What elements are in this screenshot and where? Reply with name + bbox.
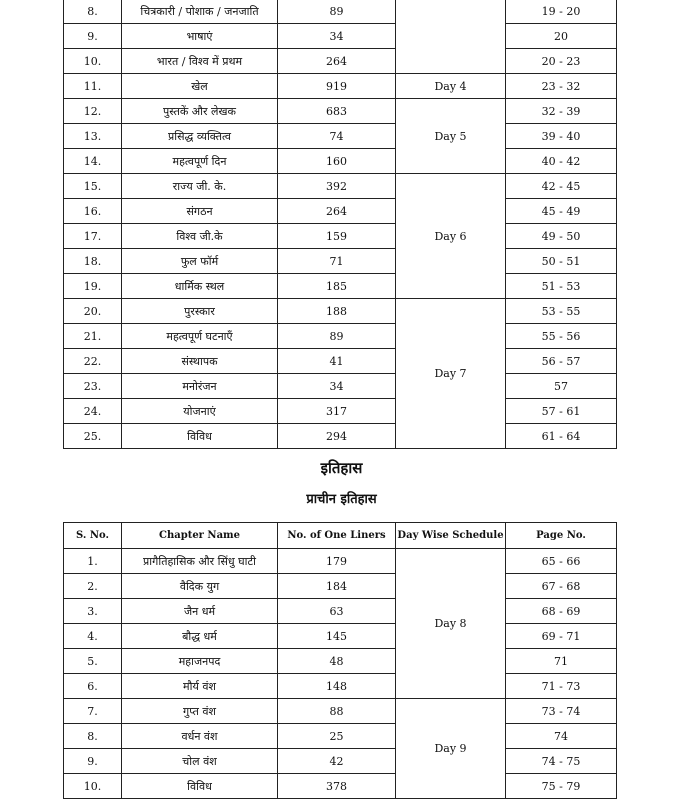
schedule-table-ancient-history (63, 522, 617, 799)
serial-cell: 6. (64, 674, 122, 699)
serial-cell: 15. (64, 174, 122, 199)
table-row (64, 424, 617, 449)
header-one-liners: No. of One Liners (278, 523, 396, 549)
serial-cell: 9. (64, 749, 122, 774)
page-cell: 50 - 51 (506, 249, 617, 274)
one-liners-cell: 378 (278, 774, 396, 799)
serial-cell: 17. (64, 224, 122, 249)
page-cell: 20 - 23 (506, 49, 617, 74)
header-serial: S. No. (64, 523, 122, 549)
one-liners-cell: 89 (278, 324, 396, 349)
chapter-cell: भारत / विश्व में प्रथम (122, 49, 278, 74)
page-cell: 49 - 50 (506, 224, 617, 249)
serial-cell: 14. (64, 149, 122, 174)
page-cell: 61 - 64 (506, 424, 617, 449)
day-cell: Day 8 (396, 549, 506, 699)
one-liners-cell: 89 (278, 0, 396, 24)
page-cell: 40 - 42 (506, 149, 617, 174)
table-row (64, 599, 617, 624)
serial-cell: 4. (64, 624, 122, 649)
section-title: इतिहास (320, 459, 363, 477)
table-row (64, 774, 617, 799)
table-row (64, 374, 617, 399)
one-liners-cell: 88 (278, 699, 396, 724)
chapter-cell: जैन धर्म (122, 599, 278, 624)
serial-cell: 20. (64, 299, 122, 324)
chapter-cell: महत्वपूर्ण दिन (122, 149, 278, 174)
one-liners-cell: 41 (278, 349, 396, 374)
serial-cell: 25. (64, 424, 122, 449)
one-liners-cell: 188 (278, 299, 396, 324)
serial-cell: 12. (64, 99, 122, 124)
table-row (64, 649, 617, 674)
day-cell: Day 6 (396, 174, 506, 299)
one-liners-cell: 160 (278, 149, 396, 174)
chapter-cell: पुरस्कार (122, 299, 278, 324)
table-row (64, 74, 617, 99)
table-header-row (64, 523, 617, 549)
chapter-cell: मनोरंजन (122, 374, 278, 399)
serial-cell: 19. (64, 274, 122, 299)
chapter-cell: महत्वपूर्ण घटनाएँ (122, 324, 278, 349)
table-row (64, 399, 617, 424)
table-row (64, 174, 617, 199)
serial-cell: 21. (64, 324, 122, 349)
chapter-cell: मौर्य वंश (122, 674, 278, 699)
serial-cell: 24. (64, 399, 122, 424)
one-liners-cell: 179 (278, 549, 396, 574)
table-row (64, 249, 617, 274)
chapter-cell: भाषाएं (122, 24, 278, 49)
day-cell: Day 7 (396, 299, 506, 449)
serial-cell: 9. (64, 24, 122, 49)
one-liners-cell: 294 (278, 424, 396, 449)
table-row (64, 324, 617, 349)
chapter-cell: विविध (122, 424, 278, 449)
one-liners-cell: 264 (278, 199, 396, 224)
one-liners-cell: 683 (278, 99, 396, 124)
table-row (64, 199, 617, 224)
chapter-cell: खेल (122, 74, 278, 99)
header-page: Page No. (506, 523, 617, 549)
serial-cell: 18. (64, 249, 122, 274)
chapter-cell: चोल वंश (122, 749, 278, 774)
one-liners-cell: 145 (278, 624, 396, 649)
page-cell: 39 - 40 (506, 124, 617, 149)
table-row (64, 574, 617, 599)
table-row (64, 699, 617, 724)
chapter-cell: योजनाएं (122, 399, 278, 424)
table-row (64, 124, 617, 149)
day-cell: Day 9 (396, 699, 506, 799)
chapter-cell: महाजनपद (122, 649, 278, 674)
one-liners-cell: 919 (278, 74, 396, 99)
one-liners-cell: 264 (278, 49, 396, 74)
one-liners-cell: 317 (278, 399, 396, 424)
serial-cell: 3. (64, 599, 122, 624)
one-liners-cell: 74 (278, 124, 396, 149)
chapter-cell: प्रागैतिहासिक और सिंधु घाटी (122, 549, 278, 574)
table-row (64, 724, 617, 749)
serial-cell: 8. (64, 0, 122, 24)
one-liners-cell: 48 (278, 649, 396, 674)
page-cell: 32 - 39 (506, 99, 617, 124)
page-cell: 45 - 49 (506, 199, 617, 224)
one-liners-cell: 159 (278, 224, 396, 249)
page-cell: 69 - 71 (506, 624, 617, 649)
one-liners-cell: 184 (278, 574, 396, 599)
page-cell: 74 - 75 (506, 749, 617, 774)
chapter-cell: गुप्त वंश (122, 699, 278, 724)
serial-cell: 7. (64, 699, 122, 724)
page-cell: 65 - 66 (506, 549, 617, 574)
page-cell: 51 - 53 (506, 274, 617, 299)
page-cell: 73 - 74 (506, 699, 617, 724)
serial-cell: 11. (64, 74, 122, 99)
schedule-table-general (63, 0, 617, 449)
serial-cell: 10. (64, 774, 122, 799)
table-row (64, 749, 617, 774)
one-liners-cell: 34 (278, 24, 396, 49)
chapter-cell: संगठन (122, 199, 278, 224)
page-cell: 19 - 20 (506, 0, 617, 24)
page-cell: 71 - 73 (506, 674, 617, 699)
day-cell: Day 5 (396, 99, 506, 174)
serial-cell: 1. (64, 549, 122, 574)
page-cell: 42 - 45 (506, 174, 617, 199)
one-liners-cell: 42 (278, 749, 396, 774)
table-row (64, 24, 617, 49)
page-cell: 57 - 61 (506, 399, 617, 424)
chapter-cell: चित्रकारी / पोशाक / जनजाति (122, 0, 278, 24)
chapter-cell: पुस्तकें और लेखक (122, 99, 278, 124)
page-cell: 20 (506, 24, 617, 49)
chapter-cell: विश्व जी.के (122, 224, 278, 249)
header-schedule: Day Wise Schedule (396, 523, 506, 549)
one-liners-cell: 392 (278, 174, 396, 199)
one-liners-cell: 185 (278, 274, 396, 299)
one-liners-cell: 148 (278, 674, 396, 699)
table-row (64, 274, 617, 299)
one-liners-cell: 63 (278, 599, 396, 624)
one-liners-cell: 71 (278, 249, 396, 274)
chapter-cell: वर्धन वंश (122, 724, 278, 749)
table-row (64, 549, 617, 574)
page-cell: 56 - 57 (506, 349, 617, 374)
serial-cell: 2. (64, 574, 122, 599)
page-cell: 67 - 68 (506, 574, 617, 599)
chapter-cell: धार्मिक स्थल (122, 274, 278, 299)
page-cell: 57 (506, 374, 617, 399)
table-row (64, 299, 617, 324)
chapter-cell: राज्य जी. के. (122, 174, 278, 199)
serial-cell: 8. (64, 724, 122, 749)
page-cell: 74 (506, 724, 617, 749)
page-cell: 53 - 55 (506, 299, 617, 324)
serial-cell: 13. (64, 124, 122, 149)
page-cell: 75 - 79 (506, 774, 617, 799)
serial-cell: 16. (64, 199, 122, 224)
serial-cell: 23. (64, 374, 122, 399)
page-cell: 68 - 69 (506, 599, 617, 624)
header-chapter: Chapter Name (122, 523, 278, 549)
chapter-cell: बौद्ध धर्म (122, 624, 278, 649)
table-row (64, 624, 617, 649)
day-cell (396, 0, 506, 74)
chapter-cell: वैदिक युग (122, 574, 278, 599)
table-row (64, 0, 617, 24)
serial-cell: 22. (64, 349, 122, 374)
page-cell: 71 (506, 649, 617, 674)
one-liners-cell: 25 (278, 724, 396, 749)
serial-cell: 10. (64, 49, 122, 74)
serial-cell: 5. (64, 649, 122, 674)
table-row (64, 349, 617, 374)
chapter-cell: फुल फॉर्म (122, 249, 278, 274)
table-row (64, 674, 617, 699)
table-row (64, 99, 617, 124)
day-cell: Day 4 (396, 74, 506, 99)
page-cell: 23 - 32 (506, 74, 617, 99)
chapter-cell: संस्थापक (122, 349, 278, 374)
chapter-cell: प्रसिद्ध व्यक्तित्व (122, 124, 278, 149)
page-cell: 55 - 56 (506, 324, 617, 349)
one-liners-cell: 34 (278, 374, 396, 399)
chapter-cell: विविध (122, 774, 278, 799)
table-row (64, 149, 617, 174)
subsection-title: प्राचीन इतिहास (306, 492, 377, 507)
table-row (64, 49, 617, 74)
table-row (64, 224, 617, 249)
